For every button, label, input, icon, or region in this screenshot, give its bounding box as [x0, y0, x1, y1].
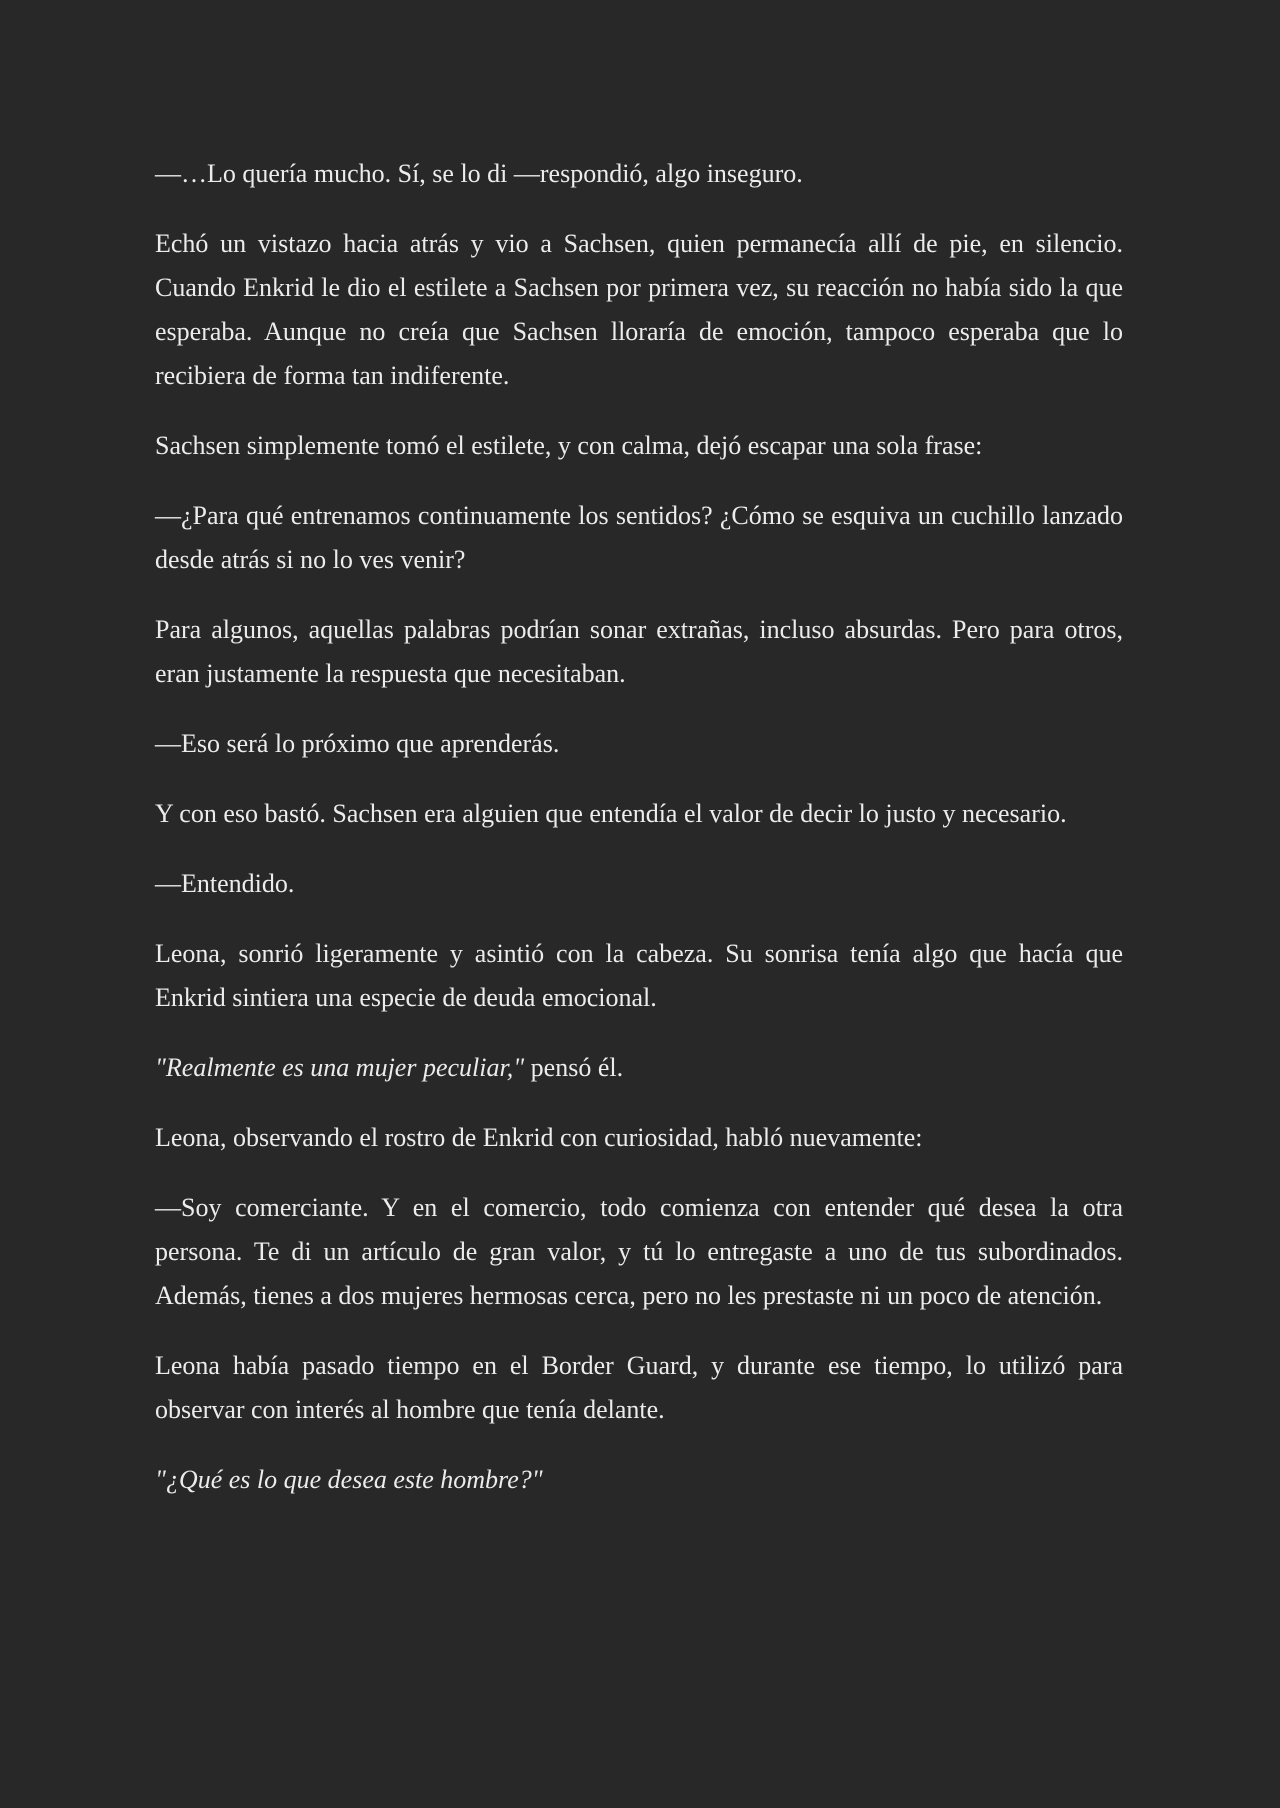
paragraph: Sachsen simplemente tomó el estilete, y con calma, dejó escapar una sola frase:	[155, 431, 983, 460]
paragraph: Leona, sonrió ligeramente y asintió con la cabeza. Su sonrisa tenía algo que hacía que Enkrid sintiera una especie de deuda emocional.	[155, 939, 1123, 1012]
thought-rest: pensó él.	[524, 1053, 624, 1082]
thought-paragraph	[155, 1046, 1123, 1090]
paragraph: —Eso será lo próximo que aprenderás.	[155, 729, 560, 758]
paragraph: Echó un vistazo hacia atrás y vio a Sachsen, quien permanecía allí de pie, en silencio. Cuando Enkrid le dio el estilete a Sachsen por primera vez, su reacción no había sido la que esperaba. Aunque no creía que Sachsen lloraría de emoción, tampoco esperaba que lo recibiera de forma tan indiferente.	[155, 229, 1123, 390]
paragraph: —Entendido.	[155, 869, 295, 898]
paragraph: Leona, observando el rostro de Enkrid con curiosidad, habló nuevamente:	[155, 1123, 923, 1152]
thought-paragraph	[155, 1458, 1123, 1502]
paragraph: —¿Para qué entrenamos continuamente los sentidos? ¿Cómo se esquiva un cuchillo lanzado desde atrás si no lo ves venir?	[155, 501, 1123, 574]
paragraph: Leona había pasado tiempo en el Border Guard, y durante ese tiempo, lo utilizó para observar con interés al hombre que tenía delante.	[155, 1351, 1123, 1424]
paragraph: Para algunos, aquellas palabras podrían sonar extrañas, incluso absurdas. Pero para otros, eran justamente la respuesta que necesitaban.	[155, 615, 1123, 688]
paragraph: Y con eso bastó. Sachsen era alguien que entendía el valor de decir lo justo y necesario.	[155, 799, 1067, 828]
thought-italic: "Realmente es una mujer peculiar,"	[155, 1053, 525, 1082]
paragraph: —Soy comerciante. Y en el comercio, todo comienza con entender qué desea la otra persona. Te di un artículo de gran valor, y tú lo entregaste a uno de tus subordinados. Además, tienes a dos mujeres hermosas cerca, pero no les prestaste ni un poco de atención.	[155, 1193, 1123, 1310]
thought-italic: "¿Qué es lo que desea este hombre?"	[155, 1465, 543, 1494]
paragraph: —…Lo quería mucho. Sí, se lo di —respondió, algo inseguro.	[155, 159, 803, 188]
chapter-text	[155, 152, 1123, 1528]
